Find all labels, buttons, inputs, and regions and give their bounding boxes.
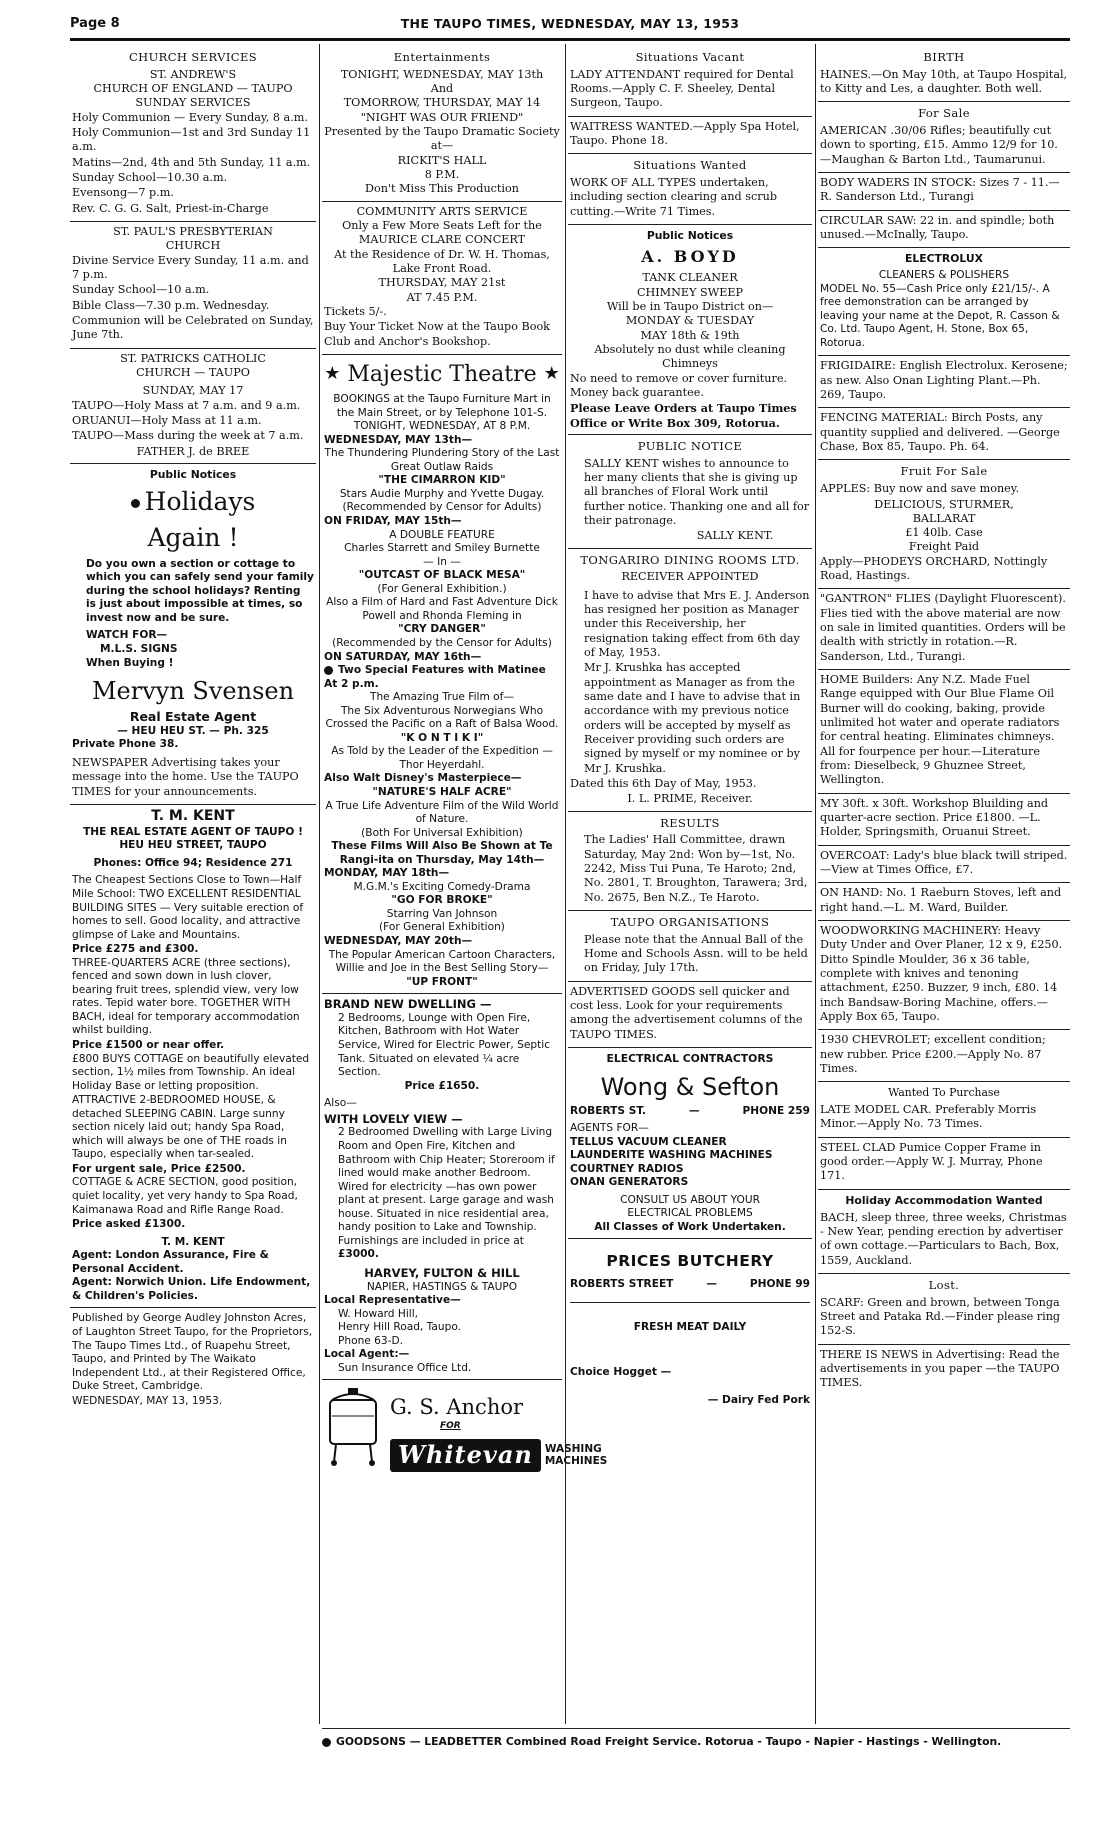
dwelling-also: Also— xyxy=(324,1097,357,1110)
classified-ad: WORK OF ALL TYPES undertaken, including section clearing and scrub cutting.—Write 71 Times. xyxy=(570,176,777,218)
entertainments xyxy=(322,46,562,202)
notice-signature: SALLY KENT. xyxy=(696,529,774,543)
boyd-days: MONDAY & TUESDAY xyxy=(625,314,755,328)
majestic-rating: (Both For Universal Exhibition) xyxy=(361,826,523,839)
pork-line: — Dairy Fed Pork xyxy=(707,1393,810,1406)
play-presented: Presented by the Taupo Dramatic Society at— xyxy=(324,125,560,153)
wanted-heading: Situations Wanted xyxy=(633,158,747,173)
majestic-desc: Also a Film of Hard and Fast Adventure Dick Powell and Rhonda Fleming in xyxy=(326,596,558,622)
kent-price: Price asked £1300. xyxy=(72,1218,186,1231)
classified-item xyxy=(818,1030,1070,1082)
hogget-line: Choice Hogget — xyxy=(570,1366,672,1379)
majestic-desc: Also Walt Disney's Masterpiece— xyxy=(324,772,522,785)
tongariro-dated: Dated this 6th Day of May, 1953. xyxy=(570,776,757,790)
wanted-to-purchase xyxy=(818,1082,1070,1137)
classified-ad: STEEL CLAD Pumice Copper Frame in good order.—Apply W. J. Murray, Phone 171. xyxy=(820,1140,1043,1183)
boyd-trade: CHIMNEY SWEEP xyxy=(636,285,744,299)
butchery-ad xyxy=(568,1239,812,1410)
notice-text: SALLY KENT wishes to announce to her many clients that she is giving up all branches of Floral Work until further notice. Thanking one and all for their patronage. xyxy=(584,456,810,527)
separator: — xyxy=(688,1104,700,1117)
andrews-line: Matins—2nd, 4th and 5th Sunday, 11 a.m. xyxy=(72,155,311,169)
concert-residence: At the Residence of Dr. W. H. Thomas, Lake Front Road. xyxy=(334,247,550,275)
community-title: COMMUNITY ARTS SERVICE xyxy=(356,204,528,218)
kent-listing: ATTRACTIVE 2-BEDROOMED HOUSE, & detached SLEEPING CABIN. Large sunny section nicely laid out; handy Spa Road, which will always be one of THE roads in Taupo, especially when tar-sealed. xyxy=(72,1094,287,1161)
star-icon: ★ xyxy=(543,362,560,384)
agent-title: Real Estate Agent xyxy=(129,708,257,724)
classified-ad: THERE IS NEWS in Advertising: Read the advertisements in you paper —the TAUPO TIMES. xyxy=(820,1347,1060,1390)
play-date-2: TOMORROW, THURSDAY, MAY 14 xyxy=(343,96,541,110)
organisations-heading: TAUPO ORGANISATIONS xyxy=(610,914,770,929)
electrolux-heading: ELECTROLUX xyxy=(905,252,983,266)
dwelling-text: 2 Bedrooms, Lounge with Open Fire, Kitchen, Bathroom with Hot Water Service, Wired for Electric Power, Septic Tank. Situated on elevated ¼ acre Section. xyxy=(338,1011,551,1079)
entertainments-heading: Entertainments xyxy=(393,50,491,64)
classified-ad: 1930 CHEVROLET; excellent condition; new rubber. Price £200.—Apply No. 87 Times. xyxy=(820,1033,1046,1075)
holiday-heading: Holiday Accommodation Wanted xyxy=(845,1193,1043,1207)
boyd-line: Absolutely no dust while cleaning Chimneys xyxy=(594,342,786,371)
concert-tickets: Tickets 5/-. xyxy=(324,304,387,318)
bullet-icon xyxy=(131,499,140,508)
majestic-rating: (Recommended by the Censor for Adults) xyxy=(332,636,552,649)
classified-item xyxy=(818,589,1070,670)
rep-line: Henry Hill Road, Taupo. xyxy=(338,1321,461,1334)
majestic-desc: The Popular American Cartoon Characters, Willie and Joe in the Best Selling Story— xyxy=(328,948,556,975)
agency-item: COURTNEY RADIOS xyxy=(570,1162,684,1175)
fresh-meat: FRESH MEAT DAILY xyxy=(633,1320,747,1333)
majestic-day: WEDNESDAY, MAY 20th— xyxy=(324,934,473,947)
majestic-desc: The Six Adventurous Norwegians Who Crossed the Pacific on a Raft of Balsa Wood. xyxy=(325,704,559,731)
kent-signature: T. M. KENT xyxy=(161,1235,225,1248)
butchery-address-row xyxy=(570,1278,810,1292)
majestic-rating: (Recommended by Censor for Adults) xyxy=(342,501,542,514)
kent-ad xyxy=(70,805,316,1309)
majestic-desc: A DOUBLE FEATURE xyxy=(389,528,495,541)
play-miss: Don't Miss This Production xyxy=(365,182,519,196)
electrolux-sub: CLEANERS & POLISHERS xyxy=(878,269,1010,282)
kent-tagline: THE REAL ESTATE AGENT OF TAUPO ! xyxy=(83,825,303,838)
community-arts xyxy=(322,202,562,355)
classified-item xyxy=(818,1345,1070,1395)
pauls-line: Divine Service Every Sunday, 11 a.m. and 7 p.m. xyxy=(72,253,309,281)
classified-item xyxy=(818,1138,1070,1190)
classified-item xyxy=(818,356,1070,408)
results xyxy=(568,812,812,911)
kent-listing: £800 BUYS COTTAGE on beautifully elevated section, 1½ miles from Township. An ideal Holiday Base or letting proposition. xyxy=(72,1052,310,1092)
concert-buy: Buy Your Ticket Now at the Taupo Book Club and Anchor's Bookshop. xyxy=(324,320,550,348)
classified-item xyxy=(568,117,812,155)
agents-for: AGENTS FOR— xyxy=(570,1122,649,1135)
classified-ad: WAITRESS WANTED.—Apply Spa Hotel, Taupo. Phone 18. xyxy=(570,119,800,148)
star-icon: ★ xyxy=(324,362,341,384)
column-3 xyxy=(568,46,812,1722)
majestic-day: ON SATURDAY, MAY 16th— xyxy=(324,650,482,663)
masthead xyxy=(70,12,1070,41)
washing-machines-label: WASHING MACHINES xyxy=(544,1443,608,1468)
fruit-line: £1 40lb. Case xyxy=(905,526,983,540)
holidays-headline-1: Holidays xyxy=(72,486,314,518)
kent-agent-line: Agent: Norwich Union. Life Endowment, & Children's Policies. xyxy=(72,1276,311,1302)
electrolux-ad xyxy=(818,248,1070,356)
whitevan-logo: Whitevan xyxy=(390,1439,541,1472)
for-sale-section xyxy=(818,102,1070,173)
patricks-line: TAUPO—Holy Mass at 7 a.m. and 9 a.m. xyxy=(72,398,301,412)
fruit-line: DELICIOUS, STURMER, xyxy=(874,497,1014,511)
fruit-for-sale xyxy=(818,460,1070,589)
notice-heading: PUBLIC NOTICE xyxy=(637,438,743,453)
agent-name: Mervyn Svensen xyxy=(91,677,295,706)
patricks-line: ORUANUI—Holy Mass at 11 a.m. xyxy=(72,413,262,427)
majestic-desc: — In — xyxy=(423,555,461,568)
majestic-bookings: BOOKINGS at the Taupo Furniture Mart in the Main Street, or by Telephone 101-S. xyxy=(333,393,551,419)
film-title: "K O N T I K I" xyxy=(400,731,484,744)
pauls-section xyxy=(70,222,316,349)
majestic-desc: These Films Will Also Be Shown at Te Rangi-ita on Thursday, May 14th— xyxy=(331,840,553,866)
kent-street: HEU HEU STREET, TAUPO xyxy=(119,839,267,852)
matinee-note: Two Special Features with Matinee At 2 p.m. xyxy=(324,664,546,690)
church-heading: CHURCH SERVICES xyxy=(128,50,258,64)
rep-line: W. Howard Hill, xyxy=(338,1307,419,1320)
pauls-line: Communion will be Celebrated on Sunday, June 7th. xyxy=(72,313,314,342)
film-title: "CRY DANGER" xyxy=(398,623,486,636)
classified-ad: WOODWORKING MACHINERY: Heavy Duty Under and Over Planer, 12 x 9, £250. Ditto Spindle Moulder, 36 x 36 table, complete with knives and tenoning attachment, £250. Buzzer, 9 inch, £80. 14 inch Bandsaw-Boring Machine, offers.—Apply Box 65, Taupo. xyxy=(820,924,1063,1023)
majestic-theatre xyxy=(322,355,562,994)
public-notices-heading: Public Notices xyxy=(149,467,237,481)
fruit-heading: Fruit For Sale xyxy=(900,464,988,479)
majestic-desc: Stars Audie Murphy and Yvette Dugay. xyxy=(339,487,545,500)
column-rule xyxy=(815,44,816,1724)
classified-ad: OVERCOAT: Lady's blue black twill striped.—View at Times Office, £7. xyxy=(820,848,1068,877)
local-agent: Local Agent:— xyxy=(324,1348,410,1361)
freight-footer: GOODSONS — LEADBETTER Combined Road Freight Service. Rotorua - Taupo - Napier - Hastings - Wellington. xyxy=(322,1728,1070,1748)
boyd-dates: MAY 18th & 19th xyxy=(640,328,740,342)
boyd-trade: TANK CLEANER xyxy=(642,271,738,285)
electrical-address-row xyxy=(570,1105,810,1119)
classified-item xyxy=(818,670,1070,794)
film-title: "THE CIMARRON KID" xyxy=(378,474,506,487)
boyd-orders: Please Leave Orders at Taupo Times Office or Write Box 309, Rotorua. xyxy=(570,401,797,430)
organisations xyxy=(568,911,812,982)
kent-price: For urgent sale, Price £2500. xyxy=(72,1162,246,1175)
washing-machine-icon xyxy=(322,1386,384,1466)
tongariro-para: Mr J. Krushka has accepted appointment as Manager as from the same date and I have to advise that in accordance with my previous notice orders will be accepted by myself as Receiver providing such orders are signed by myself or my nominee or by Mr J. Krushka. xyxy=(584,661,801,775)
lost-section xyxy=(818,1274,1070,1345)
film-title: "NATURE'S HALF ACRE" xyxy=(372,785,512,798)
classified-item xyxy=(818,173,1070,211)
classified-ad: BODY WADERS IN STOCK: Sizes 7 - 11.—R. Sanderson Ltd., Turangi xyxy=(820,176,1060,204)
view-price: £3000. xyxy=(338,1248,379,1261)
birth-text: HAINES.—On May 10th, at Taupo Hospital, to Kitty and Les, a daughter. Both well. xyxy=(820,67,1068,96)
kent-agent-line: Agent: London Assurance, Fire & Personal Accident. xyxy=(72,1249,269,1275)
separator: — xyxy=(706,1278,717,1291)
church-services xyxy=(70,46,316,222)
concert-time: AT 7.45 P.M. xyxy=(406,290,478,304)
consult-line: CONSULT US ABOUT YOUR xyxy=(620,1193,760,1206)
tongariro-para: I have to advise that Mrs E. J. Anderson has resigned her position as Manager under this Receivership, her resignation taking effect from 6th day of May, 1953. xyxy=(584,588,810,659)
majestic-rating: (For General Exhibition.) xyxy=(377,582,507,595)
classified-ad: FENCING MATERIAL: Birch Posts, any quantity supplied and delivered. —George Chase, Box 85, Taupo. Ph. 64. xyxy=(820,411,1060,454)
results-text: The Ladies' Hall Committee, drawn Saturday, May 2nd: Won by—1st, No. 2242, Miss Tui Puna, Te Haroto; 2nd, No. 2801, T. Broughton, Tarawera; 3rd, No. 2675, Ben N.Z., Te Haroto. xyxy=(584,833,808,904)
classified-ad: FRIGIDAIRE: English Electrolux. Kerosene; as new. Also Onan Lighting Plant.—Ph. 269, Taupo. xyxy=(820,359,1068,402)
majestic-day: WEDNESDAY, MAY 13th— xyxy=(324,433,473,446)
advertised-text: ADVERTISED GOODS sell quicker and cost less. Look for your requirements among the advertisement columns of the TAUPO TIMES. xyxy=(570,984,803,1041)
electrical-street: ROBERTS ST. xyxy=(570,1104,646,1117)
electrolux-text: MODEL No. 55—Cash Price only £21/15/-. A free demonstration can be arranged by leaving your name at the Depot, R. Casson & Co. Ltd. Taupo Agent, H. Stone, Box 65, Rotorua. xyxy=(820,282,1060,349)
classified-ad: BACH, sleep three, three weeks, Christmas - New Year, pending erection by advertiser of own cottage.—Particulars to Bach, Box, 1559, Auckland. xyxy=(820,1210,1067,1267)
imprint xyxy=(70,1308,316,1412)
view-text: 2 Bedroomed Dwelling with Large Living Room and Open Fire, Kitchen and Bathroom with Chip Heater; Storeroom if lined would make another Bedroom. Wired for electricity —has own power plant at present. Large garage and wash house. Situated in nice residential area, handy position to Lake and Township. Furnishings are included in price at xyxy=(338,1126,555,1247)
holidays-ad xyxy=(70,464,316,805)
majestic-tonight: TONIGHT, WEDNESDAY, AT 8 P.M. xyxy=(353,420,531,433)
newspaper-title: THE TAUPO TIMES, WEDNESDAY, MAY 13, 1953 xyxy=(400,16,740,31)
public-notice xyxy=(568,435,812,549)
anchor-name: G. S. Anchor xyxy=(390,1395,524,1420)
classified-ad: ON HAND: No. 1 Raeburn Stoves, left and right hand.—L. M. Ward, Builder. xyxy=(820,886,1062,914)
boyd-line: Will be in Taupo District on— xyxy=(606,300,774,313)
view-title: WITH LOVELY VIEW — xyxy=(324,1111,463,1126)
advertised-goods xyxy=(568,982,812,1048)
film-title: "OUTCAST OF BLACK MESA" xyxy=(358,569,526,582)
page-number: Page 8 xyxy=(70,16,120,31)
wong-sefton-name: Wong & Sefton xyxy=(600,1072,780,1101)
majestic-title: ★ Majestic Theatre ★ xyxy=(324,361,560,387)
classified-item xyxy=(818,211,1070,249)
anchor-ad xyxy=(322,1386,608,1471)
tongariro-title: TONGARIRO DINING ROOMS LTD. xyxy=(580,552,800,567)
andrews-title: ST. ANDREW'S xyxy=(149,67,237,81)
agent-line: Sun Insurance Office Ltd. xyxy=(338,1361,472,1374)
majestic-desc: The Thundering Plundering Story of the Last Great Outlaw Raids xyxy=(324,447,560,473)
classified-item xyxy=(818,883,1070,921)
classified-ad: CIRCULAR SAW: 22 in. and spindle; both unused.—McInally, Taupo. xyxy=(820,213,1055,242)
pauls-subtitle: CHURCH xyxy=(165,239,221,253)
electrical-ad xyxy=(568,1048,812,1239)
play-title: "NIGHT WAS OUR FRIEND" xyxy=(360,110,524,124)
holidays-headline-2: Again ! xyxy=(147,522,239,552)
majestic-desc: Starring Van Johnson xyxy=(386,907,498,920)
classified-ad: AMERICAN .30/06 Rifles; beautifully cut down to sporting, £15. Ammo 12/9 for 10.—Maughan & Barton Ltd., Taumarunui. xyxy=(820,124,1058,166)
birth-heading: BIRTH xyxy=(923,50,965,64)
patricks-priest: FATHER J. de BREE xyxy=(136,444,250,458)
agent-address: — HEU HEU ST. — Ph. 325 xyxy=(117,724,269,737)
imprint-date: WEDNESDAY, MAY 13, 1953. xyxy=(72,1394,223,1407)
majestic-day: ON FRIDAY, MAY 15th— xyxy=(324,515,462,528)
andrews-services: SUNDAY SERVICES xyxy=(135,96,251,110)
for-sale-heading: For Sale xyxy=(918,106,970,121)
situations-wanted xyxy=(568,154,812,225)
andrews-line: Holy Communion—1st and 3rd Sunday 11 a.m. xyxy=(72,126,311,154)
column-1 xyxy=(70,46,316,1722)
majestic-day: MONDAY, MAY 18th— xyxy=(324,867,450,880)
boyd-line: No need to remove or cover furniture. Money back guarantee. xyxy=(570,371,788,399)
majestic-desc: The Amazing True Film of— xyxy=(369,691,514,704)
holidays-text: Do you own a section or cottage to which you can safely send your family during the school holidays? Renting is just about impossible at times, so invest now and be sure. xyxy=(86,557,314,624)
classified-ad: MY 30ft. x 30ft. Workshop Bluilding and quarter-acre section. Price £1800. —L. Holder, Springsmith, Oruanui Street. xyxy=(820,796,1049,839)
majestic-desc: As Told by the Leader of the Expedition — Thor Heyerdahl. xyxy=(331,745,553,771)
dwelling-ad xyxy=(322,994,562,1380)
patricks-line: TAUPO—Mass during the week at 7 a.m. xyxy=(72,429,304,443)
agency-item: ONAN GENERATORS xyxy=(570,1176,689,1189)
vacant-heading: Situations Vacant xyxy=(635,50,745,64)
pauls-line: Sunday School—10 a.m. xyxy=(72,283,210,297)
patricks-subtitle: CHURCH — TAUPO xyxy=(136,365,250,379)
dwelling-price: Price £1650. xyxy=(404,1079,480,1092)
play-and: And xyxy=(430,82,454,96)
watch-for: WATCH FOR— xyxy=(86,629,168,642)
play-date-1: TONIGHT, WEDNESDAY, MAY 13th xyxy=(340,67,544,81)
results-heading: RESULTS xyxy=(660,815,720,830)
classified-item xyxy=(818,921,1070,1030)
firm-places: NAPIER, HASTINGS & TAUPO xyxy=(366,1280,518,1293)
patricks-title: ST. PATRICKS CATHOLIC xyxy=(120,351,266,365)
situations-vacant xyxy=(568,46,812,117)
dwelling-title: BRAND NEW DWELLING — xyxy=(324,997,492,1012)
electrical-heading: ELECTRICAL CONTRACTORS xyxy=(606,1051,774,1065)
organisations-text: Please note that the Annual Ball of the Home and Schools Assn. will to be held on Friday, July 17th. xyxy=(584,932,808,975)
wanted-heading: Wanted To Purchase xyxy=(888,1086,1000,1100)
classified-ad: SCARF: Green and brown, between Tonga Street and Pataka Rd.—Finder please ring 152-S. xyxy=(820,1295,1061,1338)
classified-item xyxy=(818,408,1070,460)
column-rule xyxy=(565,44,566,1724)
classified-item xyxy=(818,794,1070,846)
andrews-subtitle: CHURCH OF ENGLAND — TAUPO xyxy=(93,82,293,96)
pauls-line: Bible Class—7.30 p.m. Wednesday. xyxy=(72,298,270,312)
play-time: 8 P.M. xyxy=(424,168,460,182)
classified-ad: LADY ATTENDANT required for Dental Rooms.—Apply C. F. Sheeley, Dental Surgeon, Taupo. xyxy=(570,67,794,110)
butchery-street: ROBERTS STREET xyxy=(570,1278,674,1291)
fruit-line: Apply—PHODEYS ORCHARD, Nottingly Road, Hastings. xyxy=(820,554,1048,583)
tongariro-signature: I. L. PRIME, Receiver. xyxy=(627,792,753,806)
classes-line: All Classes of Work Undertaken. xyxy=(594,1220,786,1233)
play-hall: RICKIT'S HALL xyxy=(397,153,487,167)
classified-ad: HOME Builders: Any N.Z. Made Fuel Range equipped with Our Blue Flame Oil Burner will do cooking, baking, provide unlimited hot water and operate radiators for central heating. Eliminates chimneys. All for fourpence per hour.—Literature from: Dieselbeck, 9 Ghuznee Street, Wellington. xyxy=(820,673,1060,787)
andrews-line: Evensong—7 p.m. xyxy=(72,186,174,200)
public-notices-heading: Public Notices xyxy=(646,229,734,243)
electrical-phone: PHONE 259 xyxy=(742,1104,810,1117)
butchery-name: PRICES BUTCHERY xyxy=(606,1252,774,1271)
film-title: "GO FOR BROKE" xyxy=(391,894,493,907)
community-seats: Only a Few More Seats Left for the xyxy=(342,219,542,232)
holiday-accommodation xyxy=(818,1190,1070,1274)
when-buying: When Buying ! xyxy=(86,656,174,669)
column-4 xyxy=(818,46,1070,1722)
firm-name: HARVEY, FULTON & HILL xyxy=(364,1265,520,1280)
concert-date: THURSDAY, MAY 21st xyxy=(378,276,506,290)
kent-listing: COTTAGE & ACRE SECTION, good position, quiet locality, yet very handy to Spa Road, Kaimanawa Road and Rifle Range Road. xyxy=(72,1176,298,1216)
imprint-text: Published by George Audley Johnston Acres, of Laughton Street Taupo, for the Proprietors, The Taupo Times Ltd., of Ruapehu Street, Taupo, and Printed by The Waikato Independent Ltd., at their Registered Office, Duke Street, Cambridge. xyxy=(72,1312,313,1393)
anchor-for: FOR xyxy=(440,1421,461,1432)
majestic-rating: (For General Exhibition) xyxy=(379,921,505,934)
tongariro-notice xyxy=(568,549,812,812)
agency-item: LAUNDERITE WASHING MACHINES xyxy=(570,1149,773,1162)
andrews-line: Rev. C. G. G. Salt, Priest-in-Charge xyxy=(72,201,269,215)
bullet-icon xyxy=(322,1738,331,1747)
newspaper-notice: NEWSPAPER Advertising takes your message into the home. Use the TAUPO TIMES for your announcements. xyxy=(72,755,299,798)
agent-private-phone: Private Phone 38. xyxy=(72,738,179,751)
butchery-phone: PHONE 99 xyxy=(749,1278,810,1291)
kent-phones: Phones: Office 94; Residence 271 xyxy=(93,856,293,869)
bullet-icon xyxy=(324,666,333,675)
andrews-line: Sunday School—10.30 a.m. xyxy=(72,171,228,185)
majestic-desc: M.G.M.'s Exciting Comedy-Drama xyxy=(353,880,531,893)
andrews-line: Holy Communion — Every Sunday, 8 a.m. xyxy=(72,110,308,124)
kent-listing: THREE-QUARTERS ACRE (three sections), fenced and sown down in lush clover, bearing fruit trees, splendid view, very low rates. Tepid water bore. TOGETHER WITH BACH, ideal for temporary accommodation whilst building. xyxy=(72,956,300,1037)
pauls-title: ST. PAUL'S PRESBYTERIAN xyxy=(113,225,273,238)
agency-item: TELLUS VACUUM CLEANER xyxy=(570,1135,727,1148)
consult-line: ELECTRICAL PROBLEMS xyxy=(627,1207,753,1220)
fruit-line: BALLARAT xyxy=(912,511,976,525)
boyd-name: A. BOYD xyxy=(641,246,739,266)
patricks-section xyxy=(70,349,316,464)
fruit-line: APPLES: Buy now and save money. xyxy=(820,482,1020,496)
fruit-line: Freight Paid xyxy=(908,540,980,554)
mls-signs: M.L.S. SIGNS xyxy=(100,643,178,656)
kent-price: Price £1500 or near offer. xyxy=(72,1039,225,1052)
concert-title: MAURICE CLARE CONCERT xyxy=(358,233,526,247)
lost-heading: Lost. xyxy=(928,1277,960,1292)
film-title: "UP FRONT" xyxy=(406,975,478,988)
column-rule xyxy=(319,44,320,1724)
kent-name: T. M. KENT xyxy=(151,807,235,824)
kent-price: Price £275 and £300. xyxy=(72,943,199,956)
rep-line: Phone 63-D. xyxy=(338,1334,404,1347)
birth xyxy=(818,46,1070,102)
boyd-ad xyxy=(568,225,812,435)
majestic-desc: A True Life Adventure Film of the Wild World of Nature. xyxy=(325,799,559,826)
receiver-heading: RECEIVER APPOINTED xyxy=(621,570,759,584)
patricks-date: SUNDAY, MAY 17 xyxy=(142,384,244,398)
classified-item xyxy=(818,846,1070,884)
classified-ad: LATE MODEL CAR. Preferably Morris Minor.—Apply No. 73 Times. xyxy=(820,1103,1037,1131)
kent-listing: The Cheapest Sections Close to Town—Half Mile School: TWO EXCELLENT RESIDENTIAL BUILDING SITES — Very suitable erection of homes to sell. Good locality, and attractive glimpse of Lake and Mountains. xyxy=(72,874,304,941)
majestic-desc: Charles Starrett and Smiley Burnette xyxy=(344,542,540,555)
local-rep: Local Representative— xyxy=(324,1294,461,1307)
classified-ad: "GANTRON" FLIES (Daylight Fluorescent). Flies tied with the above material are now on sale in limited quantities. Orders will be dealth with strictly in rotation.—R. Sanderson, Ltd., Turangi. xyxy=(820,592,1066,663)
